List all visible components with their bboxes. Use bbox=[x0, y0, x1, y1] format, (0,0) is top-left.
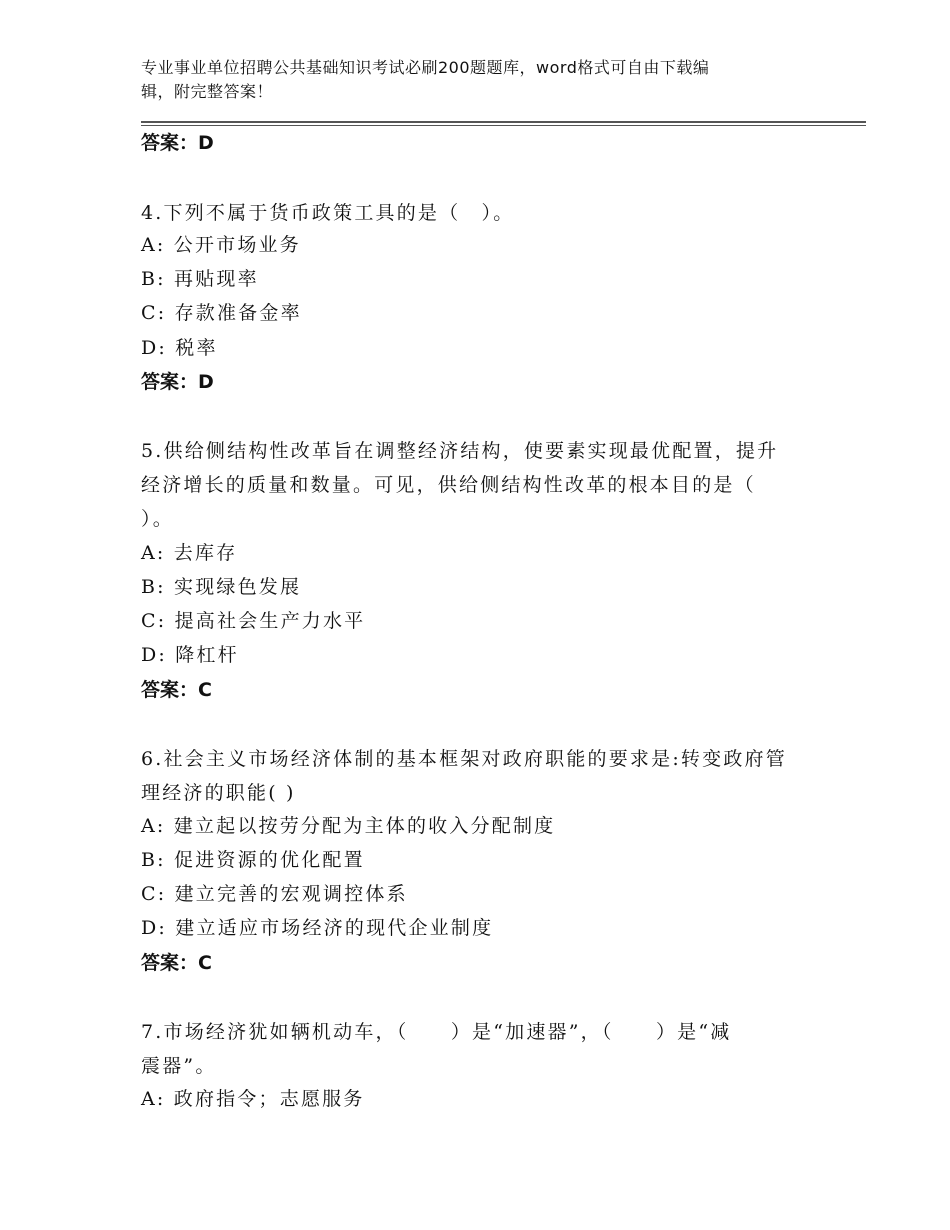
option-c: C: 提高社会生产力水平 bbox=[141, 610, 366, 632]
option-a: A: 建立起以按劳分配为主体的收入分配制度 bbox=[141, 815, 556, 837]
header-line-1: 专业事业单位招聘公共基础知识考试必刷200题题库，word格式可自由下载编 bbox=[141, 58, 710, 77]
option-d: D: 税率 bbox=[141, 337, 218, 359]
option-d: D: 降杠杆 bbox=[141, 644, 239, 666]
question-line: 经济增长的质量和数量。可见，供给侧结构性改革的根本目的是（ bbox=[141, 474, 756, 496]
prev-answer: 答案：D bbox=[141, 132, 214, 154]
option-b: B: 再贴现率 bbox=[141, 268, 259, 290]
option-c: C: 存款准备金率 bbox=[141, 302, 302, 324]
answer-6: 答案：C bbox=[141, 952, 212, 974]
option-a: A: 去库存 bbox=[141, 542, 238, 564]
question-line: ）。 bbox=[141, 508, 174, 530]
question-line: 4.下列不属于货币政策工具的是（ ）。 bbox=[141, 202, 515, 224]
question-line: 7.市场经济犹如辆机动车，（ ）是“加速器”，（ ）是“减 bbox=[141, 1021, 732, 1043]
option-a: A: 政府指令；志愿服务 bbox=[141, 1088, 365, 1110]
question-line: 5.供给侧结构性改革旨在调整经济结构，使要素实现最优配置，提升 bbox=[141, 440, 779, 462]
header-divider-thin bbox=[141, 125, 866, 126]
question-6-text bbox=[141, 742, 821, 810]
question-line: 6.社会主义市场经济体制的基本框架对政府职能的要求是:转变政府管 bbox=[141, 748, 787, 770]
question-line: 震器”。 bbox=[141, 1055, 217, 1077]
question-5-text bbox=[141, 434, 821, 536]
question-7-text bbox=[141, 1015, 821, 1083]
header-divider-thick bbox=[141, 121, 866, 123]
option-b: B: 促进资源的优化配置 bbox=[141, 849, 365, 871]
answer-5: 答案：C bbox=[141, 679, 212, 701]
document-header bbox=[141, 56, 801, 104]
header-line-2: 辑，附完整答案！ bbox=[141, 82, 274, 101]
question-4-text bbox=[141, 196, 821, 230]
option-c: C: 建立完善的宏观调控体系 bbox=[141, 883, 408, 905]
answer-4: 答案：D bbox=[141, 371, 214, 393]
question-line: 理经济的职能( ) bbox=[141, 782, 296, 804]
option-b: B: 实现绿色发展 bbox=[141, 576, 302, 598]
option-a: A: 公开市场业务 bbox=[141, 234, 301, 256]
option-d: D: 建立适应市场经济的现代企业制度 bbox=[141, 917, 494, 939]
